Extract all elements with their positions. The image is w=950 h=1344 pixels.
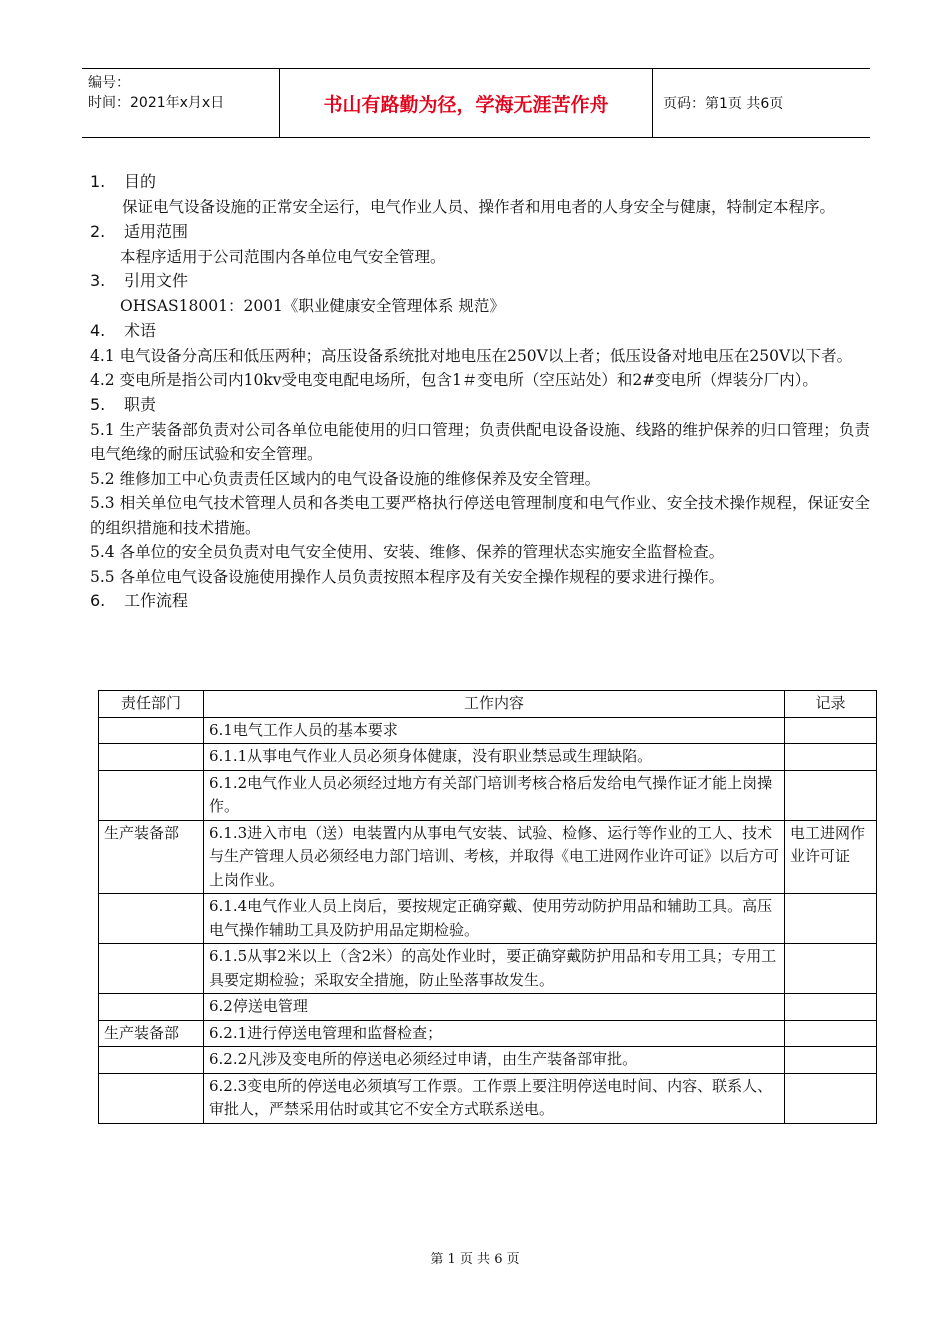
term-item: 4.1 电气设备分高压和低压两种；高压设备系统批对地电压在250V以上者；低压设备对地电压在250V以下者。 bbox=[90, 346, 853, 365]
section-heading-duties bbox=[90, 393, 870, 418]
section-number: 3. bbox=[90, 271, 106, 291]
cell-department bbox=[99, 994, 204, 1021]
reference-paragraph: OHSAS18001：2001《职业健康安全管理体系 规范》 bbox=[120, 297, 505, 315]
duty-item: 5.1 生产装备部负责对公司各单位电能使用的归口管理；负责供配电设备设施、线路的维护保养的归口管理；负责电气绝缘的耐压试验和安全管理。 bbox=[90, 420, 870, 463]
cell-record bbox=[785, 717, 877, 744]
section-number: 5. bbox=[90, 394, 106, 414]
header-department: 责任部门 bbox=[99, 691, 204, 718]
cell-content: 6.2.3变电所的停送电必须填写工作票。工作票上要注明停送电时间、内容、联系人、审批人，严禁采用估时或其它不安全方式联系送电。 bbox=[204, 1073, 785, 1123]
cell-record bbox=[785, 770, 877, 820]
cell-content: 6.2.2凡涉及变电所的停送电必须经过申请，由生产装备部审批。 bbox=[204, 1047, 785, 1074]
section-title: 术语 bbox=[124, 320, 157, 340]
cell-content: 6.1.2电气作业人员必须经过地方有关部门培训考核合格后发给电气操作证才能上岗操作。 bbox=[204, 770, 785, 820]
document-header bbox=[82, 68, 870, 138]
cell-department bbox=[99, 894, 204, 944]
cell-content: 6.1.5从事2米以上（含2米）的高处作业时，要正确穿戴防护用品和专用工具；专用工具要定期检验；采取安全措施，防止坠落事故发生。 bbox=[204, 944, 785, 994]
cell-content: 6.1.3进入市电（送）电装置内从事电气安装、试验、检修、运行等作业的工人、技术与生产管理人员必须经电力部门培训、考核，并取得《电工进网作业许可证》以后方可上岗作业。 bbox=[204, 820, 785, 894]
table-row bbox=[99, 717, 877, 744]
cell-record bbox=[785, 1047, 877, 1074]
document-body bbox=[90, 170, 870, 614]
header-page-code: 页码：第1页 共6页 bbox=[663, 96, 784, 112]
cell-department: 生产装备部 bbox=[99, 820, 204, 894]
cell-record bbox=[785, 944, 877, 994]
header-content: 工作内容 bbox=[204, 691, 785, 718]
table-row bbox=[99, 744, 877, 771]
table-row bbox=[99, 1020, 877, 1047]
section-heading-workflow bbox=[90, 589, 870, 614]
section-title: 职责 bbox=[124, 394, 157, 414]
table-header-row bbox=[99, 691, 877, 718]
cell-record bbox=[785, 744, 877, 771]
section-number: 1. bbox=[90, 172, 106, 192]
cell-content: 6.1.4电气作业人员上岗后，要按规定正确穿戴、使用劳动防护用品和辅助工具。高压电气操作辅助工具及防护用品定期检验。 bbox=[204, 894, 785, 944]
section-heading-purpose bbox=[90, 170, 870, 195]
cell-record bbox=[785, 894, 877, 944]
cell-content: 6.2.1进行停送电管理和监督检查； bbox=[204, 1020, 785, 1047]
cell-record: 电工进网作业许可证 bbox=[785, 820, 877, 894]
document-number-label: 编号： bbox=[88, 75, 130, 91]
section-title: 目的 bbox=[124, 172, 157, 192]
cell-department bbox=[99, 1073, 204, 1123]
section-number: 6. bbox=[90, 591, 106, 611]
section-heading-references bbox=[90, 269, 870, 294]
term-item: 4.2 变电所是指公司内10kv受电变电配电场所，包含1＃变电所（空压站处）和2#变电所（焊装分厂内）。 bbox=[90, 371, 818, 389]
section-title: 适用范围 bbox=[124, 221, 189, 241]
table-row bbox=[99, 944, 877, 994]
cell-record bbox=[785, 1020, 877, 1047]
workflow-table bbox=[98, 690, 877, 1124]
purpose-paragraph: 保证电气设备设施的正常安全运行，电气作业人员、操作者和用电者的人身安全与健康，特制定本程序。 bbox=[122, 198, 836, 216]
section-number: 4. bbox=[90, 320, 106, 340]
table-row bbox=[99, 770, 877, 820]
section-number: 2. bbox=[90, 221, 106, 241]
cell-department bbox=[99, 717, 204, 744]
table-row bbox=[99, 894, 877, 944]
duty-item: 5.2 维修加工中心负责责任区域内的电气设备设施的维修保养及安全管理。 bbox=[90, 469, 601, 488]
cell-department bbox=[99, 1047, 204, 1074]
cell-department bbox=[99, 770, 204, 820]
cell-department: 生产装备部 bbox=[99, 1020, 204, 1047]
cell-content: 6.2停送电管理 bbox=[204, 994, 785, 1021]
table-row bbox=[99, 1073, 877, 1123]
cell-record bbox=[785, 1073, 877, 1123]
cell-content: 6.1.1从事电气作业人员必须身体健康，没有职业禁忌或生理缺陷。 bbox=[204, 744, 785, 771]
cell-department bbox=[99, 744, 204, 771]
section-title: 工作流程 bbox=[124, 591, 189, 611]
table-row bbox=[99, 820, 877, 894]
table-row bbox=[99, 994, 877, 1021]
cell-department bbox=[99, 944, 204, 994]
document-time-label: 时间：2021年x月x日 bbox=[88, 95, 225, 111]
header-meta bbox=[82, 69, 280, 137]
header-motto: 书山有路勤为径，学海无涯苦作舟 bbox=[280, 69, 653, 137]
section-heading-terms bbox=[90, 319, 870, 344]
section-heading-scope bbox=[90, 220, 870, 245]
duty-item: 5.4 各单位的安全员负责对电气安全使用、安装、维修、保养的管理状态实施安全监督检查。 bbox=[90, 543, 725, 561]
table-row bbox=[99, 1047, 877, 1074]
duty-item: 5.3 相关单位电气技术管理人员和各类电工要严格执行停送电管理制度和电气作业、安全技术操作规程，保证安全的组织措施和技术措施。 bbox=[90, 494, 870, 537]
scope-paragraph: 本程序适用于公司范围内各单位电气安全管理。 bbox=[120, 247, 446, 266]
section-title: 引用文件 bbox=[124, 271, 189, 291]
cell-content: 6.1电气工作人员的基本要求 bbox=[204, 717, 785, 744]
duty-item: 5.5 各单位电气设备设施使用操作人员负责按照本程序及有关安全操作规程的要求进行操作。 bbox=[90, 567, 725, 586]
page-footer: 第 1 页 共 6 页 bbox=[430, 1252, 520, 1267]
header-record: 记录 bbox=[785, 691, 877, 718]
cell-record bbox=[785, 994, 877, 1021]
